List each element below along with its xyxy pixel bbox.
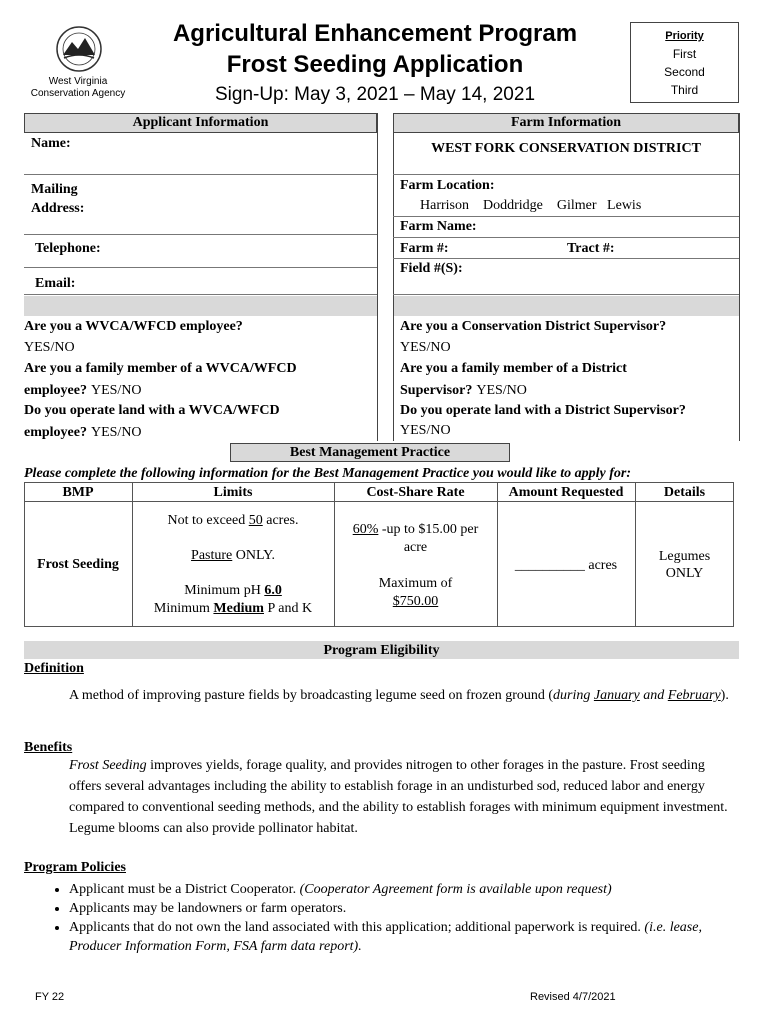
limit-pasture: Pasture ONLY. [191,548,275,563]
name-label: Name: [31,136,71,151]
policy-item: • Applicants may be landowners or farm operators. [69,899,729,918]
priority-first[interactable]: First [672,47,697,61]
email-label: Email: [35,276,76,291]
limit-pk: Minimum Medium P and K [153,601,313,616]
farm-location-label: Farm Location: [400,178,495,193]
mailing-label-1: Mailing [31,182,78,197]
field-numbers-label: Field #(S): [400,261,463,276]
policy-item: • Applicants that do not own the land associated with this application; additional paperwork is required. (i.e. lease, Producer Information Form, FSA farm data report). [69,918,729,956]
farm-q3: Do you operate land with a District Supervisor? [400,403,686,418]
applicant-q3: Do you operate land with a WVCA/WFCD [24,403,280,418]
priority-box [630,22,739,103]
farm-q2-label: Supervisor? [400,383,473,398]
priority-third[interactable]: Third [670,83,699,97]
priority-second[interactable]: Second [664,65,705,79]
page-subtitle: Frost Seeding Application [226,51,524,78]
cost-share-max-amount: $750.00 [392,594,439,609]
applicant-q2: Are you a family member of a WVCA/WFCD [24,361,297,376]
footer-fiscal-year: FY 22 [35,991,65,1003]
applicant-q2-label: employee? [24,383,87,398]
benefits-heading: Benefits [24,740,73,755]
conservation-district: WEST FORK CONSERVATION DISTRICT [431,141,701,156]
county-lewis[interactable]: Lewis [607,198,642,213]
farm-shaded-spacer [394,296,739,316]
bmp-header: Best Management Practice [230,443,510,462]
page-title: Agricultural Enhancement Program [172,20,578,47]
logo-line1: West Virginia [48,76,108,87]
col-amount: Amount Requested [508,485,624,500]
cost-share-rate-line2: acre [403,540,428,555]
county-gilmer[interactable]: Gilmer [556,198,597,213]
definition-text: A method of improving pasture fields by broadcasting legume seed on frozen ground (during January and February). [69,688,729,703]
county-options [420,198,641,214]
benefits-text: Frost Seeding improves yields, forage quality, and provides nitrogen to other forages in the pasture. Frost seeding offers several advantages including the ability to establish forage in an undisturbed sod, reduced labor and energy compared to conventional seeding methods, and the ability to establish forages with minimum equipment investment. Legume blooms can also provide pollinator habitat. [69,758,728,836]
farm-info-header: Farm Information [393,113,739,133]
amount-requested-field[interactable]: __________ acres [514,558,618,573]
policies-list [24,880,729,956]
priority-label: Priority [665,30,704,42]
farm-q1: Are you a Conservation District Supervisor? [400,319,667,334]
details-only: ONLY [665,566,704,581]
tract-number-label: Tract #: [567,241,615,256]
farm-number-label: Farm #: [400,241,449,256]
limit-ph: Minimum pH 6.0 [184,583,282,598]
applicant-q1: Are you a WVCA/WFCD employee? [24,319,243,334]
farm-name-label: Farm Name: [400,219,477,234]
bmp-instruction: Please complete the following information for the Best Management Practice you would like to apply for: [24,466,632,481]
farm-q1-answer[interactable]: YES/NO [400,340,451,355]
col-bmp: BMP [62,485,94,500]
applicant-q3-label: employee? [24,425,87,440]
agency-seal-icon [22,22,134,78]
policies-heading: Program Policies [24,860,126,875]
county-doddridge[interactable]: Doddridge [483,198,543,213]
footer-revision: Revised 4/7/2021 [530,991,616,1003]
applicant-q1-answer[interactable]: YES/NO [24,340,75,355]
applicant-info-header: Applicant Information [24,113,377,133]
limit-acres: Not to exceed 50 acres. [167,513,299,528]
farm-q2: Are you a family member of a District [400,361,627,376]
farm-q3-answer[interactable]: YES/NO [400,423,451,438]
eligibility-header: Program Eligibility [24,641,739,659]
policy-item: • Applicant must be a District Cooperator. (Cooperator Agreement form is available upon request) [69,880,729,899]
logo-line2: Conservation Agency [30,88,126,99]
col-details: Details [663,485,706,500]
signup-dates: Sign-Up: May 3, 2021 – May 14, 2021 [214,84,536,105]
col-limits: Limits [213,485,253,500]
applicant-shaded-spacer [24,296,377,316]
applicant-q2-answer[interactable]: YES/NO [90,383,142,398]
cost-share-rate: 60% -up to $15.00 per [352,522,479,537]
definition-heading: Definition [24,661,84,676]
bmp-frost-seeding: Frost Seeding [37,557,119,572]
col-cost-share: Cost-Share Rate [366,485,465,500]
details-legumes: Legumes [658,549,711,564]
farm-q2-answer[interactable]: YES/NO [476,383,527,398]
cost-share-max: Maximum of [378,576,453,591]
telephone-label: Telephone: [35,241,101,256]
agency-logo [22,22,134,102]
county-harrison[interactable]: Harrison [420,198,469,213]
applicant-q3-answer[interactable]: YES/NO [90,425,142,440]
mailing-label-2: Address: [31,201,85,216]
